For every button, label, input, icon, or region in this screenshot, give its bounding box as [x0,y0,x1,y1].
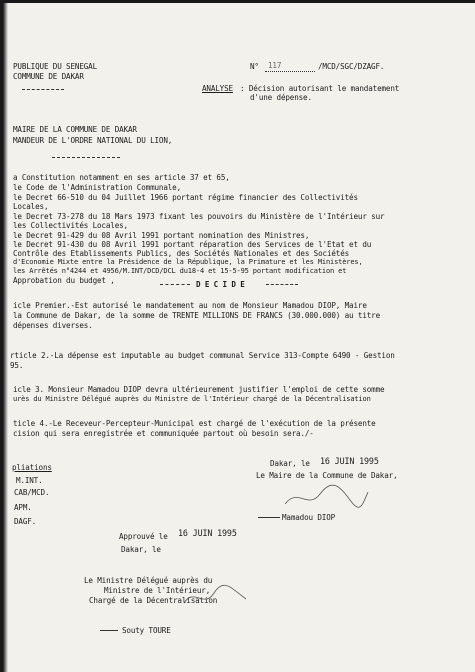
commune-heading: COMMUNE DE DAKAR [13,72,84,81]
visa-line: d'Economie Mixte entre la Présidence de la République, la Primature et les Ministères, [13,258,363,266]
divider [258,517,280,518]
article-4-line: ticle 4.-Le Receveur-Percepteur-Municipal est chargé de l'exécution de la présente [13,419,376,428]
decide-heading: D E C I D E [196,280,245,289]
analyse-line-1: : Décision autorisant le mandatement [240,84,400,93]
issuer-line-1: MAIRE DE LA COMMUNE DE DAKAR [13,125,137,134]
scan-top-edge [0,0,475,3]
visa-line: a Constitution notamment en ses article 37 et 65, [13,173,230,182]
visa-line: le Decret 91-430 du 08 Avril 1991 portant réparation des Services de l'Etat et du [13,240,372,249]
visa-line: le Decret 91-429 du 08 Avril 1991 portant nomination des Ministres, [13,231,310,240]
divider [22,89,64,90]
divider [100,630,118,631]
divider [160,284,190,285]
visa-line: le Decret 66-510 du 04 Juillet 1966 portant régime financier des Collectivités [13,193,358,202]
article-1-line: icle Premier.-Est autorisé le mandatement au nom de Monsieur Mamadou DIOP, Maire [13,301,367,310]
issuer-line-2: MANDEUR DE L'ORDRE NATIONAL DU LION, [13,136,173,145]
mayor-name: Mamadou DIOP [282,513,336,522]
approval-place: Dakar, le [121,545,161,554]
approval-date-stamp: 16 JUIN 1995 [178,528,237,538]
mayor-place: Dakar, le [270,459,310,468]
mayor-date-stamp: 16 JUIN 1995 [320,456,379,466]
ampliation-item: DAGF. [14,517,37,526]
ampliation-item: APM. [14,503,32,512]
divider [52,157,120,158]
approval-label: Approuvé le [119,532,168,541]
scan-edge [0,0,8,672]
article-1-line: dépenses diverses. [13,321,93,330]
visa-line: Contrôle des Etablissements Publics, des Sociétés Nationales et des Sociétés [13,249,350,258]
ampliations-title: pliations [12,463,52,472]
visa-line: les Collectivités Locales, [13,221,128,230]
ref-line [265,71,315,72]
ref-number: 117 [268,61,282,70]
country-heading: PUBLIQUE DU SENEGAL [13,62,98,71]
visa-line: les Arrêtés n°4244 et 4956/M.INT/DCD/DCL du18-4 et 15-5-95 portant modification et [13,267,347,275]
article-3-line: urès du Ministre Délégué auprès du Ministre de l'Intérieur chargé de la Décentralisation [13,395,371,403]
divider [266,284,298,285]
mayor-title: Le Maire de la Commune de Dakar, [256,471,398,480]
ref-suffix: /MCD/SGC/DZAGF. [318,62,385,71]
minister-name: Souty TOURE [122,626,171,635]
minister-line-2: Ministre de l'Intérieur, [104,586,211,595]
visa-line: Approbation du budget , [13,276,115,285]
minister-signature [180,583,250,611]
ampliation-item: CAB/MCD. [14,488,50,497]
mayor-signature [280,482,370,512]
visa-line: Locales, [13,202,49,211]
article-2-line: 95. [10,361,24,370]
visa-line: le Code de l'Administration Communale, [13,183,182,192]
visa-line: le Decret 73-278 du 18 Mars 1973 fixant les pouvoirs du Ministère de l'Intérieur sur [13,212,385,221]
minister-line-3: Chargé de la Décentralisation [89,596,218,605]
article-2-line: rticle 2.-La dépense est imputable au budget communal Service 313-Compte 6490 - Gestion [10,351,395,360]
article-4-line: cision qui sera enregistrée et communiquée partout où besoin sera./- [13,429,314,438]
analyse-line-2: d'une dépense. [250,93,312,102]
article-1-line: la Commune de Dakar, de la somme de TRENTE MILLIONS DE FRANCS (30.000.000) au titre [13,311,381,320]
analyse-label: ANALYSE [202,84,233,93]
article-3-line: icle 3. Monsieur Mamadou DIOP devra ultérieurement justifier l'emploi de cette somme [13,385,385,394]
ampliation-item: M.INT. [16,476,43,485]
minister-line-1: Le Ministre Délégué auprès du [84,576,213,585]
ref-prefix: N° [250,62,259,71]
